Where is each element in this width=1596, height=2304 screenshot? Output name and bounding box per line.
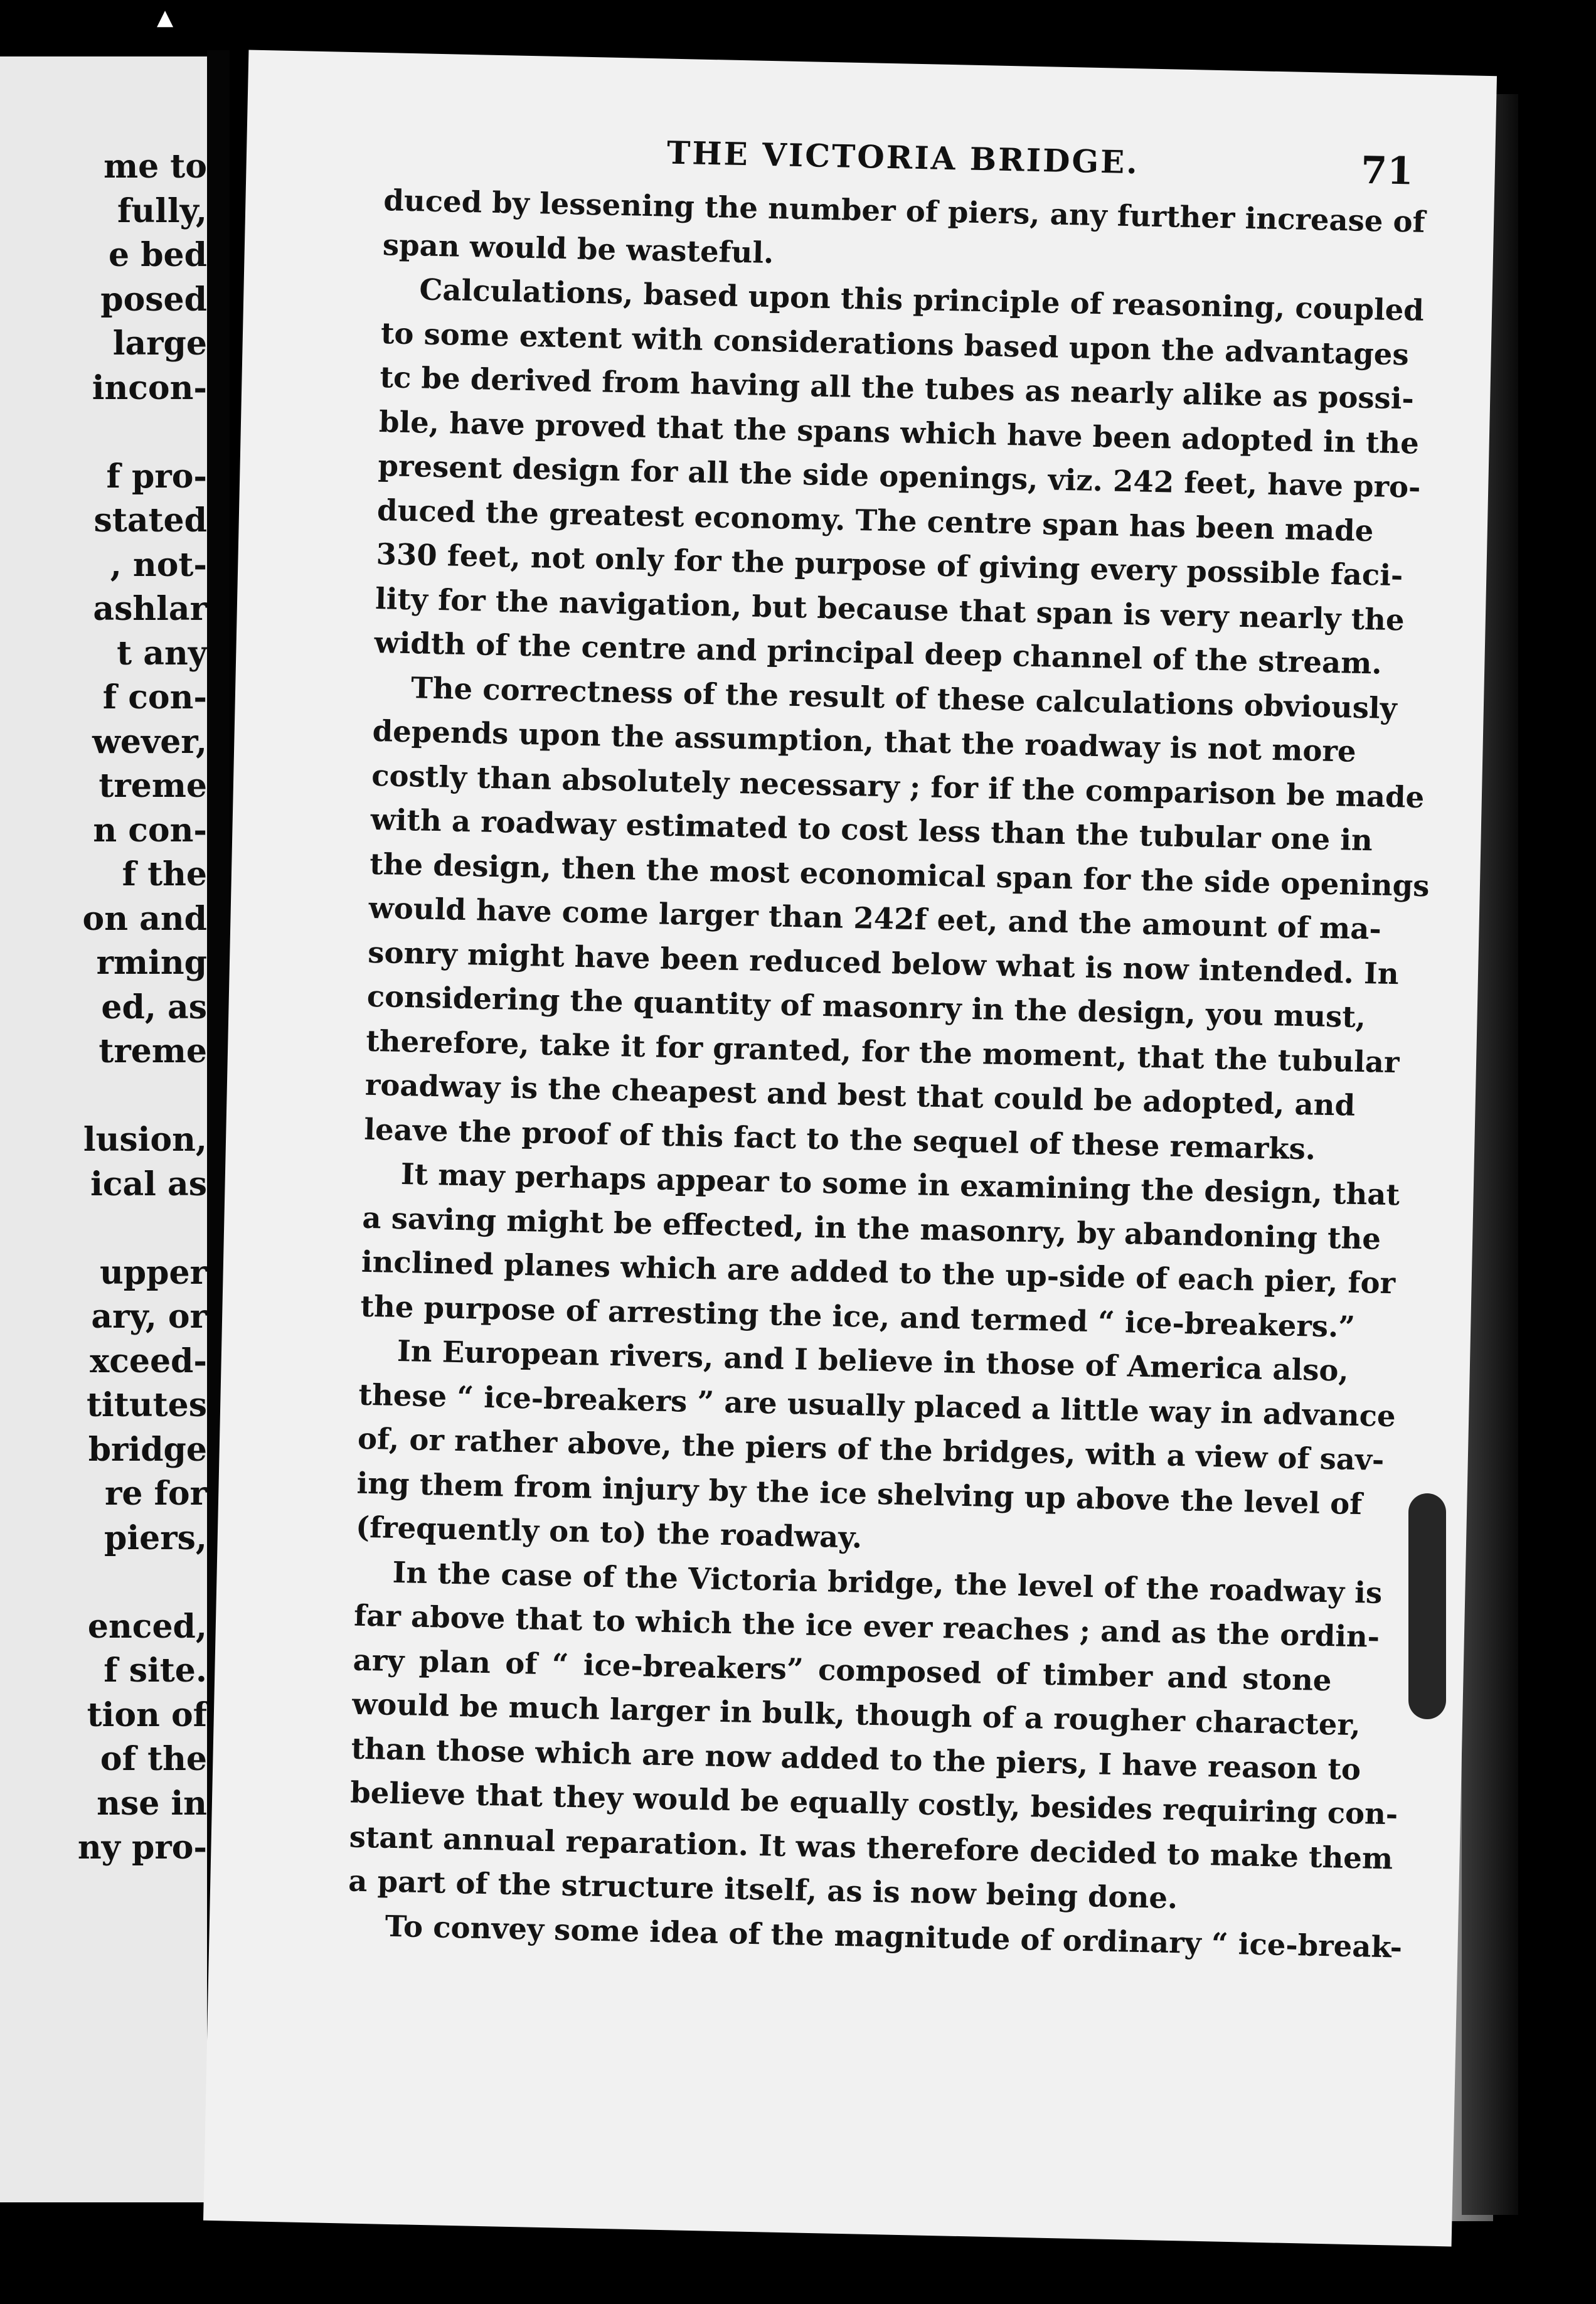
left-page-line: incon- (92, 368, 207, 407)
text-line: roadway is the cheapest and best that could be adopted, and (364, 1067, 1356, 1123)
text-line: stant annual reparation. It was therefore decided to make them (349, 1819, 1393, 1875)
text-line: In European rivers, and I believe in those of America also, (396, 1333, 1349, 1388)
scan-marker-icon: ▲ (157, 5, 174, 30)
page-number: 71 (1360, 148, 1414, 194)
text-line: with a roadway estimated to cost less than the tubular one in (370, 801, 1373, 858)
left-page-line: posed (100, 280, 207, 319)
left-page-line: treme (98, 1032, 207, 1070)
left-page-line: e bed (109, 236, 207, 274)
text-line: duced the greatest economy. The centre span has been made (376, 492, 1374, 548)
text-line: leave the proof of this fact to the sequel of these remarks. (363, 1111, 1316, 1166)
book-page (203, 50, 1497, 2247)
text-line: would be much larger in bulk, though of a rougher character, (351, 1686, 1361, 1742)
left-page-line: of the (100, 1740, 207, 1778)
left-page-line: ny pro- (77, 1828, 207, 1867)
body-text (347, 178, 1430, 1968)
ink-blot (1408, 1493, 1446, 1719)
left-page-line: f pro- (106, 457, 207, 496)
left-page-line: upper (99, 1253, 207, 1292)
left-page-line: me to (104, 147, 207, 186)
text-line: of, or rather above, the piers of the bridges, with a view of sav- (357, 1421, 1385, 1477)
text-line: ary plan of “ ice-breakers” composed of timber and stone (353, 1642, 1333, 1697)
left-page-line: ed, as (101, 988, 207, 1027)
left-page-line: enced, (87, 1607, 207, 1646)
text-line: It may perhaps appear to some in examining the design, that (400, 1156, 1400, 1212)
left-page-line: n con- (93, 811, 207, 850)
text-line: costly than absolutely necessary ; for if the comparison be made (371, 757, 1425, 814)
left-page-line: lusion, (83, 1121, 207, 1159)
left-page-line: t any (117, 634, 207, 673)
left-facing-page (0, 56, 213, 2202)
left-page-line: on and (82, 899, 207, 938)
text-line: In the case of the Victoria bridge, the level of the roadway is (392, 1554, 1383, 1610)
text-line: depends upon the assumption, that the roadway is not more (372, 713, 1357, 769)
left-page-line: , not- (110, 545, 207, 584)
left-page-line: rming (96, 944, 207, 982)
text-line: than those which are now added to the piers, I have reason to (351, 1731, 1361, 1786)
left-page-line: large (112, 324, 207, 363)
text-line: a saving might be effected, in the masonry, by abandoning the (361, 1200, 1381, 1256)
left-page-line: ary, or (91, 1298, 207, 1336)
running-head-title: THE VICTORIA BRIDGE. (666, 134, 1140, 181)
text-line: far above that to which the ice ever reaches ; and as the ordin- (353, 1597, 1380, 1654)
text-line: span would be wasteful. (382, 227, 774, 270)
text-line: these “ ice-breakers ” are usually placed a little way in advance (358, 1377, 1396, 1433)
text-line: The correctness of the result of these calculations obviously (410, 669, 1398, 725)
left-page-line: bridge (88, 1430, 207, 1469)
left-page-line: re for (104, 1475, 207, 1513)
left-page-line: f con- (102, 678, 207, 717)
left-page-line: treme (98, 767, 207, 805)
text-line: considering the quantity of masonry in the design, you must, (366, 978, 1366, 1035)
text-line: inclined planes which are added to the up-side of each pier, for (361, 1244, 1396, 1301)
text-line: tc be derived from having all the tubes as nearly alike as possi- (380, 360, 1415, 416)
left-page-line: wever, (92, 722, 207, 761)
left-page-line: ashlar (93, 590, 207, 628)
left-page-line: titutes (87, 1386, 207, 1424)
text-line: the purpose of arresting the ice, and termed “ ice-breakers.” (360, 1288, 1356, 1344)
left-page-line: nse in (97, 1784, 207, 1823)
left-page-line: piers, (104, 1518, 207, 1557)
text-line: (frequently on to) the roadway. (355, 1509, 863, 1555)
text-line: ble, have proved that the spans which have been adopted in the (378, 403, 1420, 461)
text-line: sonry might have been reduced below what is now intended. In (367, 934, 1400, 991)
text-line: believe that they would be equally costly, besides requiring con- (349, 1774, 1398, 1832)
left-page-line: fully, (117, 191, 207, 230)
left-page-line: f site. (104, 1651, 207, 1690)
page-content (347, 128, 1430, 1968)
text-line: duced by lessening the number of piers, any further increase of (383, 183, 1426, 239)
left-page-line: stated (93, 501, 207, 540)
left-page-line: tion of (87, 1695, 207, 1734)
text-line: ing them from injury by the ice shelving up above the level of (356, 1465, 1363, 1521)
text-line: therefore, take it for granted, for the moment, that the tubular (365, 1023, 1400, 1079)
text-line: present design for all the side openings, viz. 242 feet, have pro- (378, 448, 1421, 504)
text-line: would have come larger than 242f eet, and the amount of ma- (368, 890, 1382, 946)
left-page-line: ical as (90, 1165, 207, 1203)
text-line: the design, then the most economical span for the side openings (369, 846, 1430, 903)
text-line: width of the centre and principal deep channel of the stream. (374, 624, 1383, 681)
left-page-line: xceed- (90, 1341, 207, 1380)
text-line: To convey some idea of the magnitude of ordinary “ ice-break- (385, 1908, 1403, 1965)
text-line: a part of the structure itself, as is now being done. (348, 1863, 1178, 1916)
left-page-line: f the (122, 855, 207, 893)
text-line: lity for the navigation, but because that span is very nearly the (375, 580, 1405, 637)
text-line: Calculations, based upon this principle of reasoning, coupled (418, 272, 1425, 328)
text-line: to some extent with considerations based upon the advantages (380, 315, 1410, 371)
text-line: 330 feet, not only for the purpose of giving every possible faci- (376, 536, 1403, 593)
